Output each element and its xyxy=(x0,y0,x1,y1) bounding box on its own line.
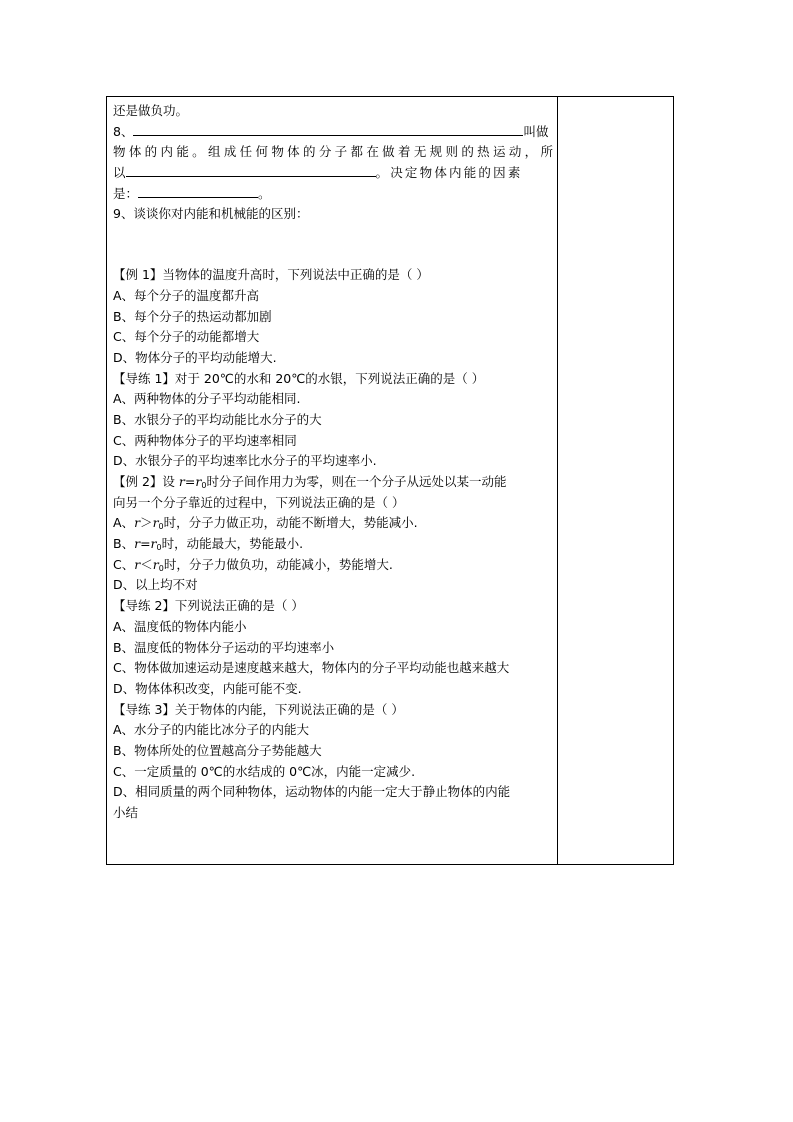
text-fragment: C、 xyxy=(113,556,135,572)
content-cell xyxy=(113,101,553,824)
example-1-title: 【例 1】当物体的温度升高时，下列说法中正确的是（ ） xyxy=(113,267,429,283)
text-fragment: B、 xyxy=(113,536,135,552)
fill-blank-1[interactable] xyxy=(133,123,523,136)
option-line: C、每个分子的动能都增大 xyxy=(113,329,260,345)
operator: ＜ xyxy=(140,556,153,572)
option-line: D、水银分子的平均速率比水分子的平均速率小. xyxy=(113,453,377,469)
question-8-number: 8、 xyxy=(113,123,134,139)
text-fragment: 时，分子力做正功，动能不断增大，势能减小. xyxy=(163,515,418,531)
option-line: C、一定质量的 0℃的水结成的 0℃冰，内能一定减少. xyxy=(113,763,416,779)
text-line: 向另一个分子靠近的过程中，下列说法正确的是（ ） xyxy=(113,494,405,510)
variable-r0: r xyxy=(152,515,159,531)
variable-r: r xyxy=(178,474,185,489)
operator: = xyxy=(184,474,196,489)
option-line: B、温度低的物体分子运动的平均速率小 xyxy=(113,639,335,655)
variable-r: r xyxy=(134,515,141,531)
question-8-line xyxy=(113,122,553,143)
variable-r: r xyxy=(134,536,141,552)
text-fragment: 叫做 xyxy=(523,123,549,139)
fill-blank-3[interactable] xyxy=(138,185,258,198)
text-fragment: A、 xyxy=(113,515,135,531)
option-line xyxy=(113,534,553,555)
answer-space xyxy=(113,225,553,265)
exercise-3-title: 【导练 3】关于物体的内能，下列说法正确的是（ ） xyxy=(113,701,404,717)
question-8-line-4 xyxy=(113,184,553,205)
variable-r0: r xyxy=(195,474,202,489)
question-9: 9、谈谈你对内能和机械能的区别： xyxy=(113,206,309,222)
fill-blank-2[interactable] xyxy=(126,164,376,177)
exercise-2-title: 【导练 2】下列说法正确的是（ ） xyxy=(113,598,304,614)
text-fragment: 时，动能最大，势能最小. xyxy=(161,536,304,552)
worksheet-table xyxy=(106,96,674,865)
option-line xyxy=(113,513,553,534)
option-line: A、每个分子的温度都升高 xyxy=(113,287,260,303)
text-fragment: 时，分子力做负功，动能减小，势能增大. xyxy=(163,556,393,572)
option-line: B、水银分子的平均动能比水分子的大 xyxy=(113,411,322,427)
option-line: B、每个分子的热运动都加剧 xyxy=(113,308,272,324)
option-line: A、两种物体的分子平均动能相同. xyxy=(113,391,301,407)
text-fragment: 以 xyxy=(113,165,126,181)
text-line: 还是做负功。 xyxy=(113,103,189,118)
example-2-title xyxy=(113,472,553,493)
text-line: 物体的内能。组成任何物体的分子都在做着无规则的热运动，所 xyxy=(113,144,553,160)
option-line: A、水分子的内能比冰分子的内能大 xyxy=(113,722,310,738)
subscript: 0 xyxy=(158,563,164,573)
text-fragment: 是： xyxy=(113,185,139,201)
variable-r0: r xyxy=(152,556,159,572)
column-divider xyxy=(557,97,558,864)
option-line: B、物体所处的位置越高分子势能越大 xyxy=(113,742,322,758)
text-fragment: 。决定物体内能的因素 xyxy=(375,165,523,181)
question-8-line-3 xyxy=(113,163,553,184)
variable-r: r xyxy=(134,556,141,572)
option-line: C、两种物体分子的平均速率相同 xyxy=(113,432,297,448)
text-fragment: 【例 2】设 xyxy=(113,474,179,489)
text-fragment: 时分子间作用力为零，则在一个分子从远处以某一动能 xyxy=(206,474,507,489)
operator: ＞ xyxy=(140,515,153,531)
operator: = xyxy=(140,536,151,552)
exercise-1-title: 【导练 1】对于 20℃的水和 20℃的水银，下列说法正确的是（ ） xyxy=(113,370,485,386)
option-line: D、以上均不对 xyxy=(113,577,198,593)
option-line: C、物体做加速运动是速度越来越大，物体内的分子平均动能也越来越大 xyxy=(113,660,510,676)
variable-r0: r xyxy=(150,536,157,552)
option-line: D、相同质量的两个同种物体，运动物体的内能一定大于静止物体的内能 xyxy=(113,784,511,800)
subscript: 0 xyxy=(156,543,162,553)
option-line xyxy=(113,555,553,576)
option-line: D、物体体积改变，内能可能不变. xyxy=(113,680,302,696)
subscript: 0 xyxy=(158,522,164,532)
text-fragment: 。 xyxy=(258,185,271,201)
option-line: D、物体分子的平均动能增大. xyxy=(113,349,277,365)
option-line: A、温度低的物体内能小 xyxy=(113,618,247,634)
subscript: 0 xyxy=(201,481,207,490)
summary-heading: 小结 xyxy=(113,805,139,820)
